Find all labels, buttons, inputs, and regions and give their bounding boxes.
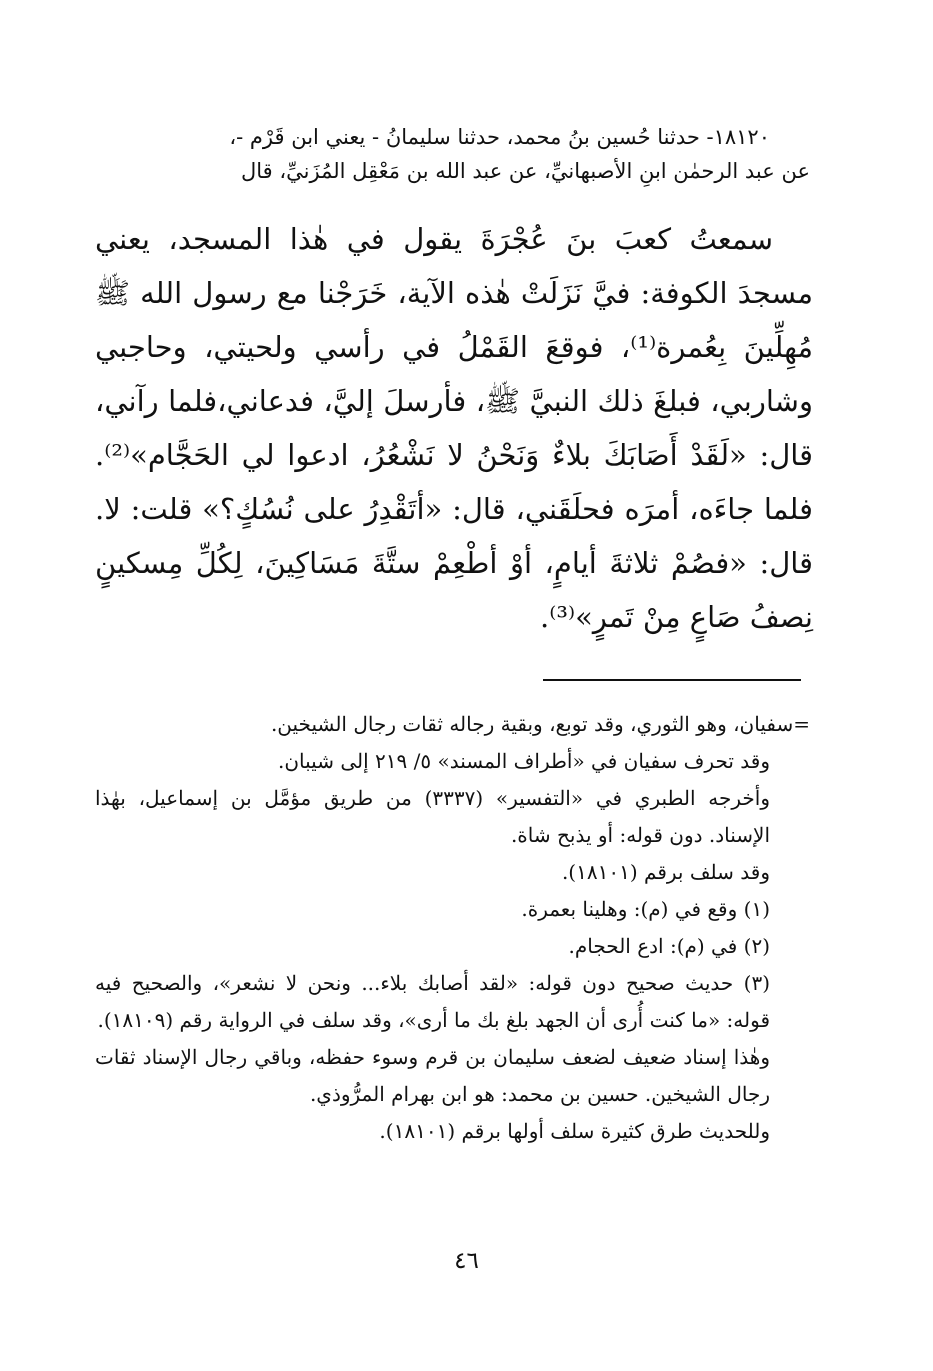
footnote-tabari: وأخرجه الطبري في «التفسير» (٣٣٣٧) من طريق مؤمَّل بن إسماعيل، بهٰذا الإسناد. دون قوله: أو يذبح شاة. <box>95 786 770 847</box>
footnote-3: (٣) حديث صحيح دون قوله: «لقد أصابك بلاء... ونحن لا نشعر»، والصحيح فيه قوله: «ما كنت أُرى أن الجهد بلغ بك ما أرى»، وقد سلف في الرواية رقم (١٨١٠٩). <box>95 971 770 1032</box>
footnote-turuq: وللحديث طرق كثيرة سلف أولها برقم (١٨١٠١). <box>379 1119 770 1143</box>
footnote-2: (٢) في (م): ادع الحجام. <box>568 934 770 958</box>
footnote-tahrif: وقد تحرف سفيان في «أطراف المسند» ٥/ ٢١٩ إلى شيبان. <box>278 749 770 773</box>
footnote-weak-isnad: وهٰذا إسناد ضعيف لضعف سليمان بن قرم وسوء حفظه، وباقي رجال الإسناد ثقات رجال الشيخين. حسين بن محمد: هو ابن بهرام المرُّوذي. <box>95 1045 770 1106</box>
hadith-text: سمعتُ كعبَ بنَ عُجْرَةَ يقول في هٰذا المسجد، يعني مسجدَ الكوفة: فيَّ نَزَلَتْ هٰذه الآية، خَرَجْنا مع رسول الله ﷺ مُهِلِّينَ بِعُمرة⁽¹⁾، فوقعَ القَمْلُ في رأسي ولحيتي، وحاجبي وشاربي، فبلغَ ذلك النبيَّ ﷺ، فأرسلَ إليَّ، فدعاني،فلما رآني، قال: «لَقَدْ أَصَابَكَ بلاءٌ وَنَحْنُ لا نَشْعُرُ، ادعوا لي الحَجَّام»⁽²⁾. فلما جاءَه، أمرَه فحلَقَني، قال: «أتَقْدِرُ على نُسُكٍ؟» قلت: لا. قال: «فصُمْ ثلاثةَ أيامٍ، أوْ أطْعِمْ ستَّةَ مَسَاكِينَ، لِكُلِّ مِسكينٍ نِصفُ صَاعٍ مِنْ تَمرٍ»⁽³⁾. <box>95 222 813 634</box>
isnad-block <box>95 120 810 188</box>
footnote-continuation: =سفيان، وهو الثوري، وقد توبع، وبقية رجاله ثقات رجال الشيخين. <box>270 712 810 736</box>
isnad-line-1: ١٨١٢٠- حدثنا حُسين بنُ محمد، حدثنا سليمانُ - يعني ابن قَرْم -، <box>229 125 770 149</box>
footnote-1: (١) وقع في (م): وهلينا بعمرة. <box>521 897 770 921</box>
hadith-text-block <box>95 212 813 644</box>
footnote-salaf: وقد سلف برقم (١٨١٠١). <box>561 860 770 884</box>
footnote-separator <box>543 679 801 681</box>
footnotes-block <box>95 706 810 1150</box>
isnad-line-2: عن عبد الرحمٰن ابنِ الأصبهانيِّ، عن عبد الله بن مَعْقِل المُزَنيِّ، قال <box>241 159 810 183</box>
page-number: ٤٦ <box>454 1248 479 1274</box>
